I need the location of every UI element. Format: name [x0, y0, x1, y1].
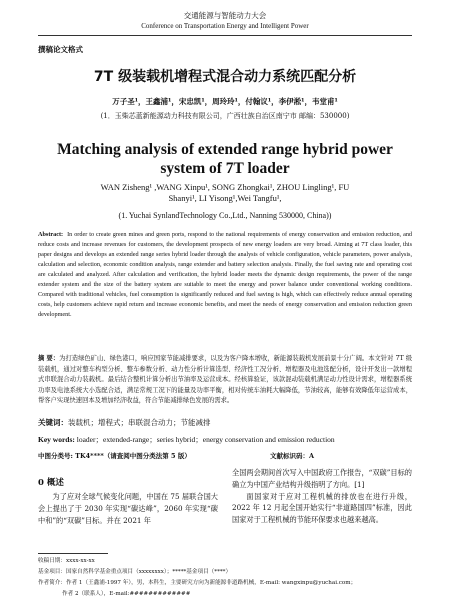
footnote-fund: 基金项目：国家自然科学基金重点项目（xxxxxxxx）；*****基金项目（****） [38, 569, 232, 575]
affiliation-cn: (1．玉柴芯蓝新能源动力科技有限公司，广西壮族自治区南宁市 邮编：530000) [100, 112, 350, 120]
keywords-en-text: loader；extended-range；series hybrid；energy conservation and emission reduction [76, 435, 335, 444]
keywords-cn-label: 关键词： [38, 418, 68, 427]
keywords-en-label: Key words: [38, 435, 75, 444]
footnote-received: 收稿日期：xxxx-xx-xx [38, 558, 95, 564]
title-cn: 7T 级装载机增程式混合动力系统匹配分析 [93, 69, 357, 85]
footnote-rule [38, 553, 108, 554]
section-title: 0 概述 [38, 478, 64, 488]
intro-right-column [232, 467, 412, 526]
abstract-cn-text: 为打造绿色矿山、绿色港口，响应国家节能减排要求，以及为客户降本增收，新能源装载机发展前景十分广阔。本文针对 7T 级装载机，通过对整车构型分析、整车参数分析、动力性分析计算选型、经济性工况分析、增程器及电池选配分析，设计开发出一款增程式串联混合动力装载机。最后结合整机计算分析出节油率及运营成本。经核算验证，该款混动装载机满足动力性设计需求，增程器系统功率及电池系统大小选配合适，满足常规工况下的能量及功率平衡，相对传统车油耗大幅降低，节油较高，能够有效降低年运营成本，帮客户实现快速回本及增加经济收益，符合节能减排绿色发展的需求。 [38, 355, 412, 405]
document-code: 文献标识码：A [270, 452, 315, 460]
conference-name-cn: 交通能源与智能动力大会 [183, 11, 267, 20]
conference-name-en: Conference on Transportation Energy and Intelligent Power [141, 22, 309, 30]
affiliation-en: (1. Yuchai SynlandTechnology Co.,Ltd., Nanning 530000, China)) [118, 211, 332, 220]
title-en [0, 140, 450, 178]
authors-cn: 万子圣¹，王鑫浦¹，宋忠凯¹，周玲玲¹，付翰议¹，李伊淞¹，韦堂甫¹ [112, 97, 338, 106]
clc-number: 中图分类号: TK4****（请查阅中图分类法第 5 版） [38, 452, 191, 460]
keywords-en [38, 434, 412, 445]
header-rule [38, 35, 412, 36]
authors-en: WAN Zisheng¹ ,WANG Xinpu¹, SONG Zhongkai¹, ZHOU Lingling¹, FU Shanyi¹, LI Yisong¹,Wei Tangfu¹, [100, 182, 350, 203]
keywords-cn [38, 417, 412, 428]
intro-right-paragraph-2: 面国家对于应对工程机械的排放也在进行升级，2022 年 12 月起全国开始实行“非道路国四”标准，因此国家对于工程机械的节能环保要求也越来越高。 [232, 491, 412, 525]
title-en-line1: Matching analysis of extended range hybrid power [57, 141, 393, 158]
abstract-en [38, 230, 412, 320]
intro-left-column: 为了应对全球气候变化问题，中国在 75 届联合国大会上提出了于 2030 年实现“碳达峰”，2060 年实现“碳中和”的“双碳”目标。并在 2021 年 [38, 492, 218, 525]
abstract-cn-label: 摘 要： [38, 355, 60, 362]
abstract-en-label: Abstract: [38, 231, 64, 238]
footnote-author-1: 作者简介：作者 1（王鑫浦-1997 年），男，本科生，主要研究方向为新能源非道路机械，E-mail: wangxinpu@yuchai.com； [38, 580, 357, 586]
abstract-cn [38, 354, 412, 407]
classification-line [38, 451, 412, 460]
intro-right-paragraph-1: 全国两会期间首次写入中国政府工作报告，“双碳”目标的确立为中国产业结构升级指明了方向。[1] [232, 468, 412, 489]
paper-type-label: 撰稿论文格式 [38, 45, 83, 54]
abstract-en-text: In order to create green mines and green ports, respond to the national requirements of energy conservation and emission reduction, and reduce costs and increase revenues for customers, the development prospects of new energy loaders are very broad. Aiming at 7T class loader, this paper designs and develops an extended range series hybrid loader through the analysis of vehicle configuration, vehicle parameters, power analysis, calculation and selection, economic condition analysis, range extender and battery selection analysis. Finally, the fuel saving rate and operating cost are calculated and analyzed. After calculation and verification, the hybrid loader meets the dynamic design requirements, the power of the range extender system and the size of the battery system are suitable to meet the energy and power balance under conventional working conditions. Compared with traditional vehicles, fuel consumption is significantly reduced and fuel saving is high, which can effectively reduce annual operating costs, help customers achieve rapid return and increase economic benefits, and meet the needs of energy conservation and emission reduction green development. [38, 231, 413, 318]
keywords-cn-text: 装载机；增程式；串联混合动力；节能减排 [68, 418, 211, 427]
title-en-line2: system of 7T loader [160, 160, 290, 177]
footnote-author-2: 作者 2（联系人），E-mail:############# [62, 591, 191, 597]
